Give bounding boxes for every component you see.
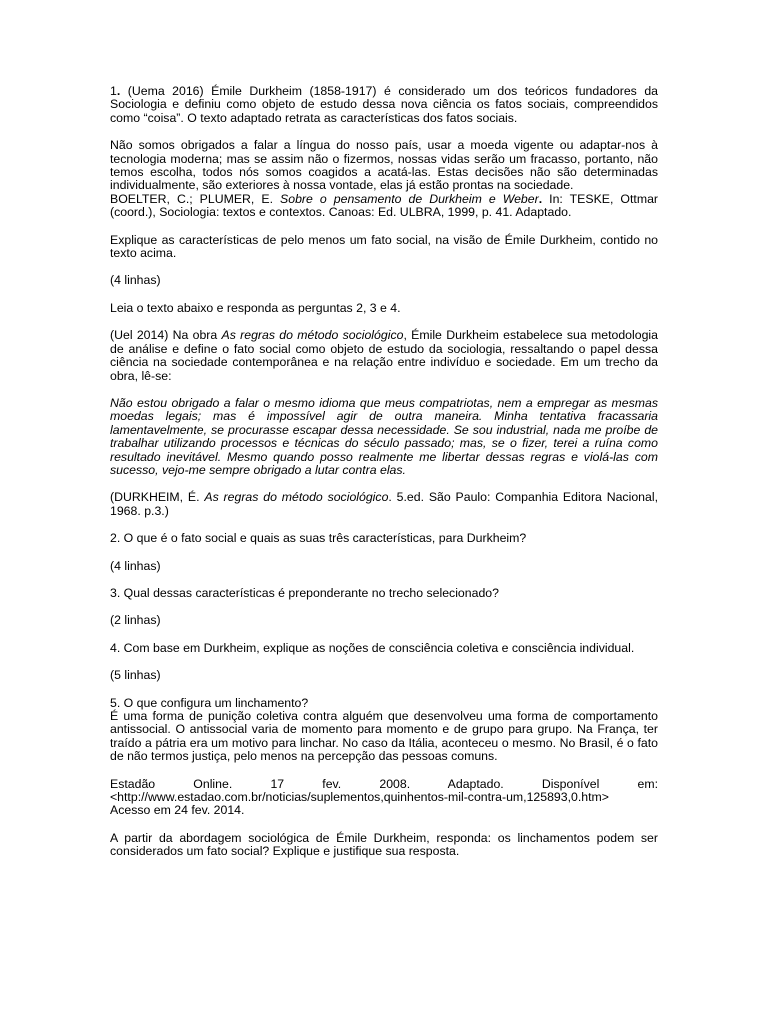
instruction: Leia o texto abaixo e responda as perguntas 2, 3 e 4. (110, 300, 401, 315)
q1-intro (110, 85, 658, 125)
q4-lines: (5 linhas) (110, 668, 161, 683)
uel-intro-title: As regras do método sociológico (221, 328, 404, 343)
uel-ref-a: (DURKHEIM, É. (110, 490, 205, 505)
uel-ref-b: . 5.ed. São Paulo: Companhia Editora Nacional, 1968. p.3.) (110, 490, 658, 518)
q5-final-question: A partir da abordagem sociológica de Émile Durkheim, responda: os linchamentos podem ser considerados um fato social? Explique e justifique sua resposta. (110, 830, 658, 859)
q5-access: Acesso em 24 fev. 2014. (110, 803, 245, 818)
q5-text: É uma forma de punição coletiva contra alguém que desenvolveu uma forma de comportamento antissocial. O antissocial varia de momento para momento e de grupo para grupo. Na França, ter traído a pátria era um motivo para linchar. No caso da Itália, aconteceu o mesmo. No Brasil, é o fato de não termos justiça, pelo menos na percepção das pessoas comuns. (110, 709, 658, 764)
uel-ref-title: As regras do método sociológico (204, 490, 389, 505)
q4-question: 4. Com base em Durkheim, explique as noções de consciência coletiva e consciência individual. (110, 640, 635, 655)
q1-number-dot: . (116, 84, 121, 98)
q1-ref-dot: . (538, 191, 543, 206)
q3-question: 3. Qual dessas características é preponderante no trecho selecionado? (110, 585, 499, 600)
q1-quote: Não somos obrigados a falar a língua do nosso país, usar a moeda vigente ou adaptar-nos à tecnologia moderna; mas se assim não o fizermos, nossas vidas serão um fracasso, portanto, não temos escolha, todos nós somos coagidos a acatá-las. Estas decisões não são determinadas individualmente, são exteriores à nossa vontade, elas já estão prontas na sociedade. (110, 138, 658, 193)
q1-lines: (4 linhas) (110, 273, 161, 288)
q5-source-url: <http://www.estadao.com.br/noticias/suplementos,quinhentos-mil-contra-um,125893,0.htm> (110, 790, 609, 805)
q3-lines: (2 linhas) (110, 613, 161, 628)
q2-lines: (4 linhas) (110, 558, 161, 573)
uel-intro (110, 329, 658, 383)
document-page (110, 85, 658, 859)
q5-question: 5. O que configura um linchamento? (110, 695, 309, 710)
uel-quote: Não estou obrigado a falar o mesmo idioma que meus compatriotas, nem a empregar as mesmas moedas legais; mas é impossível agir de outra maneira. Minha tentativa fracassaria lamentavelmente, se procurasse escapar dessa necessidade. Se sou industrial, nada me proíbe de trabalhar utilizando processos e técnicas do século passado; mas, se o fizer, terei a ruína como resultado inevitável. Mesmo quando posso realmente me libertar dessas regras e violá-las com sucesso, vejo-me sempre obrigado a lutar contra elas. (110, 395, 658, 477)
q1-ref-rest: In: TESKE, Ottmar (coord.), Sociologia: textos e contextos. Canoas: Ed. ULBRA, 1999, p. 41. Adaptado. (110, 191, 659, 220)
q1-intro-text: (Uema 2016) Émile Durkheim (1858-1917) é considerado um dos teóricos fundadores da Sociologia e definiu como objeto de estudo dessa nova ciência os fatos sociais, compreendidos como “coisa”. O texto adaptado retrata as características dos fatos sociais. (110, 84, 658, 125)
q1-number: 1 (110, 84, 117, 98)
q2-question: 2. O que é o fato social e quais as suas três características, para Durkheim? (110, 531, 527, 546)
q5-source-line: Estadão Online. 17 fev. 2008. Adaptado. Disponível em: (110, 776, 658, 791)
q1-question: Explique as características de pelo menos um fato social, na visão de Émile Durkheim, contido no texto acima. (110, 232, 658, 261)
q1-ref-authors: BOELTER, C.; PLUMER, E. (110, 191, 281, 206)
q1-ref-title: Sobre o pensamento de Durkheim e Weber (280, 191, 539, 206)
uel-intro-b: , Émile Durkheim estabelece sua metodologia de análise e define o fato social como objeto de estudo da sociologia, ressaltando o papel dessa ciência na sociedade contemporânea e na relação entre indivíduo e sociedade. Em um trecho da obra, lê-se: (110, 328, 658, 383)
uel-reference (110, 491, 658, 518)
uel-intro-a: (Uel 2014) Na obra (110, 328, 222, 343)
q1-reference (110, 193, 658, 220)
